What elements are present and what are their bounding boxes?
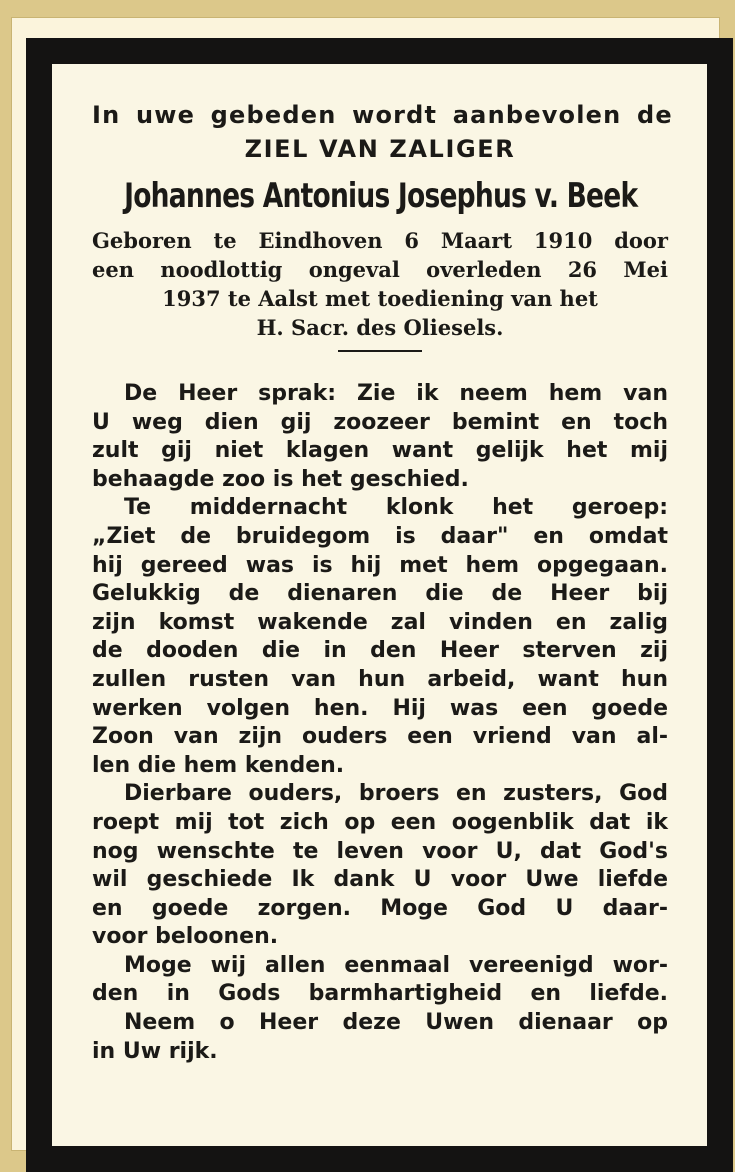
birth-death-details xyxy=(92,226,668,342)
card-text xyxy=(92,98,673,1066)
text-line: Zoon van zijn ouders een vriend van al- xyxy=(92,724,668,750)
text-line: den in Gods barmhartigheid en liefde. xyxy=(92,981,668,1007)
divider-rule xyxy=(338,350,422,352)
text-line: werken volgen hen. Hij was een goede xyxy=(92,695,668,721)
text-line: in Uw rijk. xyxy=(92,1038,218,1064)
text-line: zijn komst wakende zal vinden en zalig xyxy=(92,609,668,635)
memorial-card xyxy=(12,18,719,1150)
text-line: roept mij tot zich op een oogenblik dat ik xyxy=(92,809,668,835)
text-line: de dooden die in den Heer sterven zij xyxy=(92,638,668,664)
text-line: Te middernacht klonk het geroep: xyxy=(124,495,668,521)
ziel-heading: ZIEL VAN ZALIGER xyxy=(244,135,516,163)
text-line: „Ziet de bruidegom is daar" en omdat xyxy=(92,523,668,549)
text-line: behaagde zoo is het geschied. xyxy=(92,466,469,492)
text-line: Neem o Heer deze Uwen dienaar op xyxy=(124,1010,668,1036)
text-line: voor beloonen. xyxy=(92,924,279,950)
birth-line: een noodlottig ongeval overleden 26 Mei xyxy=(92,257,668,282)
text-line: hij gereed was is hij met hem opgegaan. xyxy=(92,552,668,578)
text-line: Dierbare ouders, broers en zusters, God xyxy=(124,781,668,807)
text-line: wil geschiede Ik dank U voor Uwe liefde xyxy=(92,867,668,893)
text-line: nog wenschte te leven voor U, dat God's xyxy=(92,838,668,864)
birth-line: H. Sacr. des Oliesels. xyxy=(256,315,504,340)
birth-line: 1937 te Aalst met toediening van het xyxy=(162,286,598,311)
text-line: U weg dien gij zoozeer bemint en toch xyxy=(92,409,668,435)
birth-line: Geboren te Eindhoven 6 Maart 1910 door xyxy=(92,228,668,253)
text-line: zullen rusten van hun arbeid, want hun xyxy=(92,666,668,692)
text-line: Moge wij allen eenmaal vereenigd wor- xyxy=(124,952,668,978)
text-line: zult gij niet klagen want gelijk het mij xyxy=(92,438,668,464)
text-line: De Heer sprak: Zie ik neem hem van xyxy=(124,381,668,406)
intro-line: In uwe gebeden wordt aanbevolen de xyxy=(92,101,673,129)
deceased-name: Johannes Antonius Josephus v. Beek xyxy=(124,176,638,216)
text-line: len die hem kenden. xyxy=(92,752,345,778)
text-line: Gelukkig de dienaren die de Heer bij xyxy=(92,581,668,607)
text-line: en goede zorgen. Moge God U daar- xyxy=(92,895,668,921)
memorial-text xyxy=(92,380,668,1066)
black-mourning-border xyxy=(26,38,733,1172)
